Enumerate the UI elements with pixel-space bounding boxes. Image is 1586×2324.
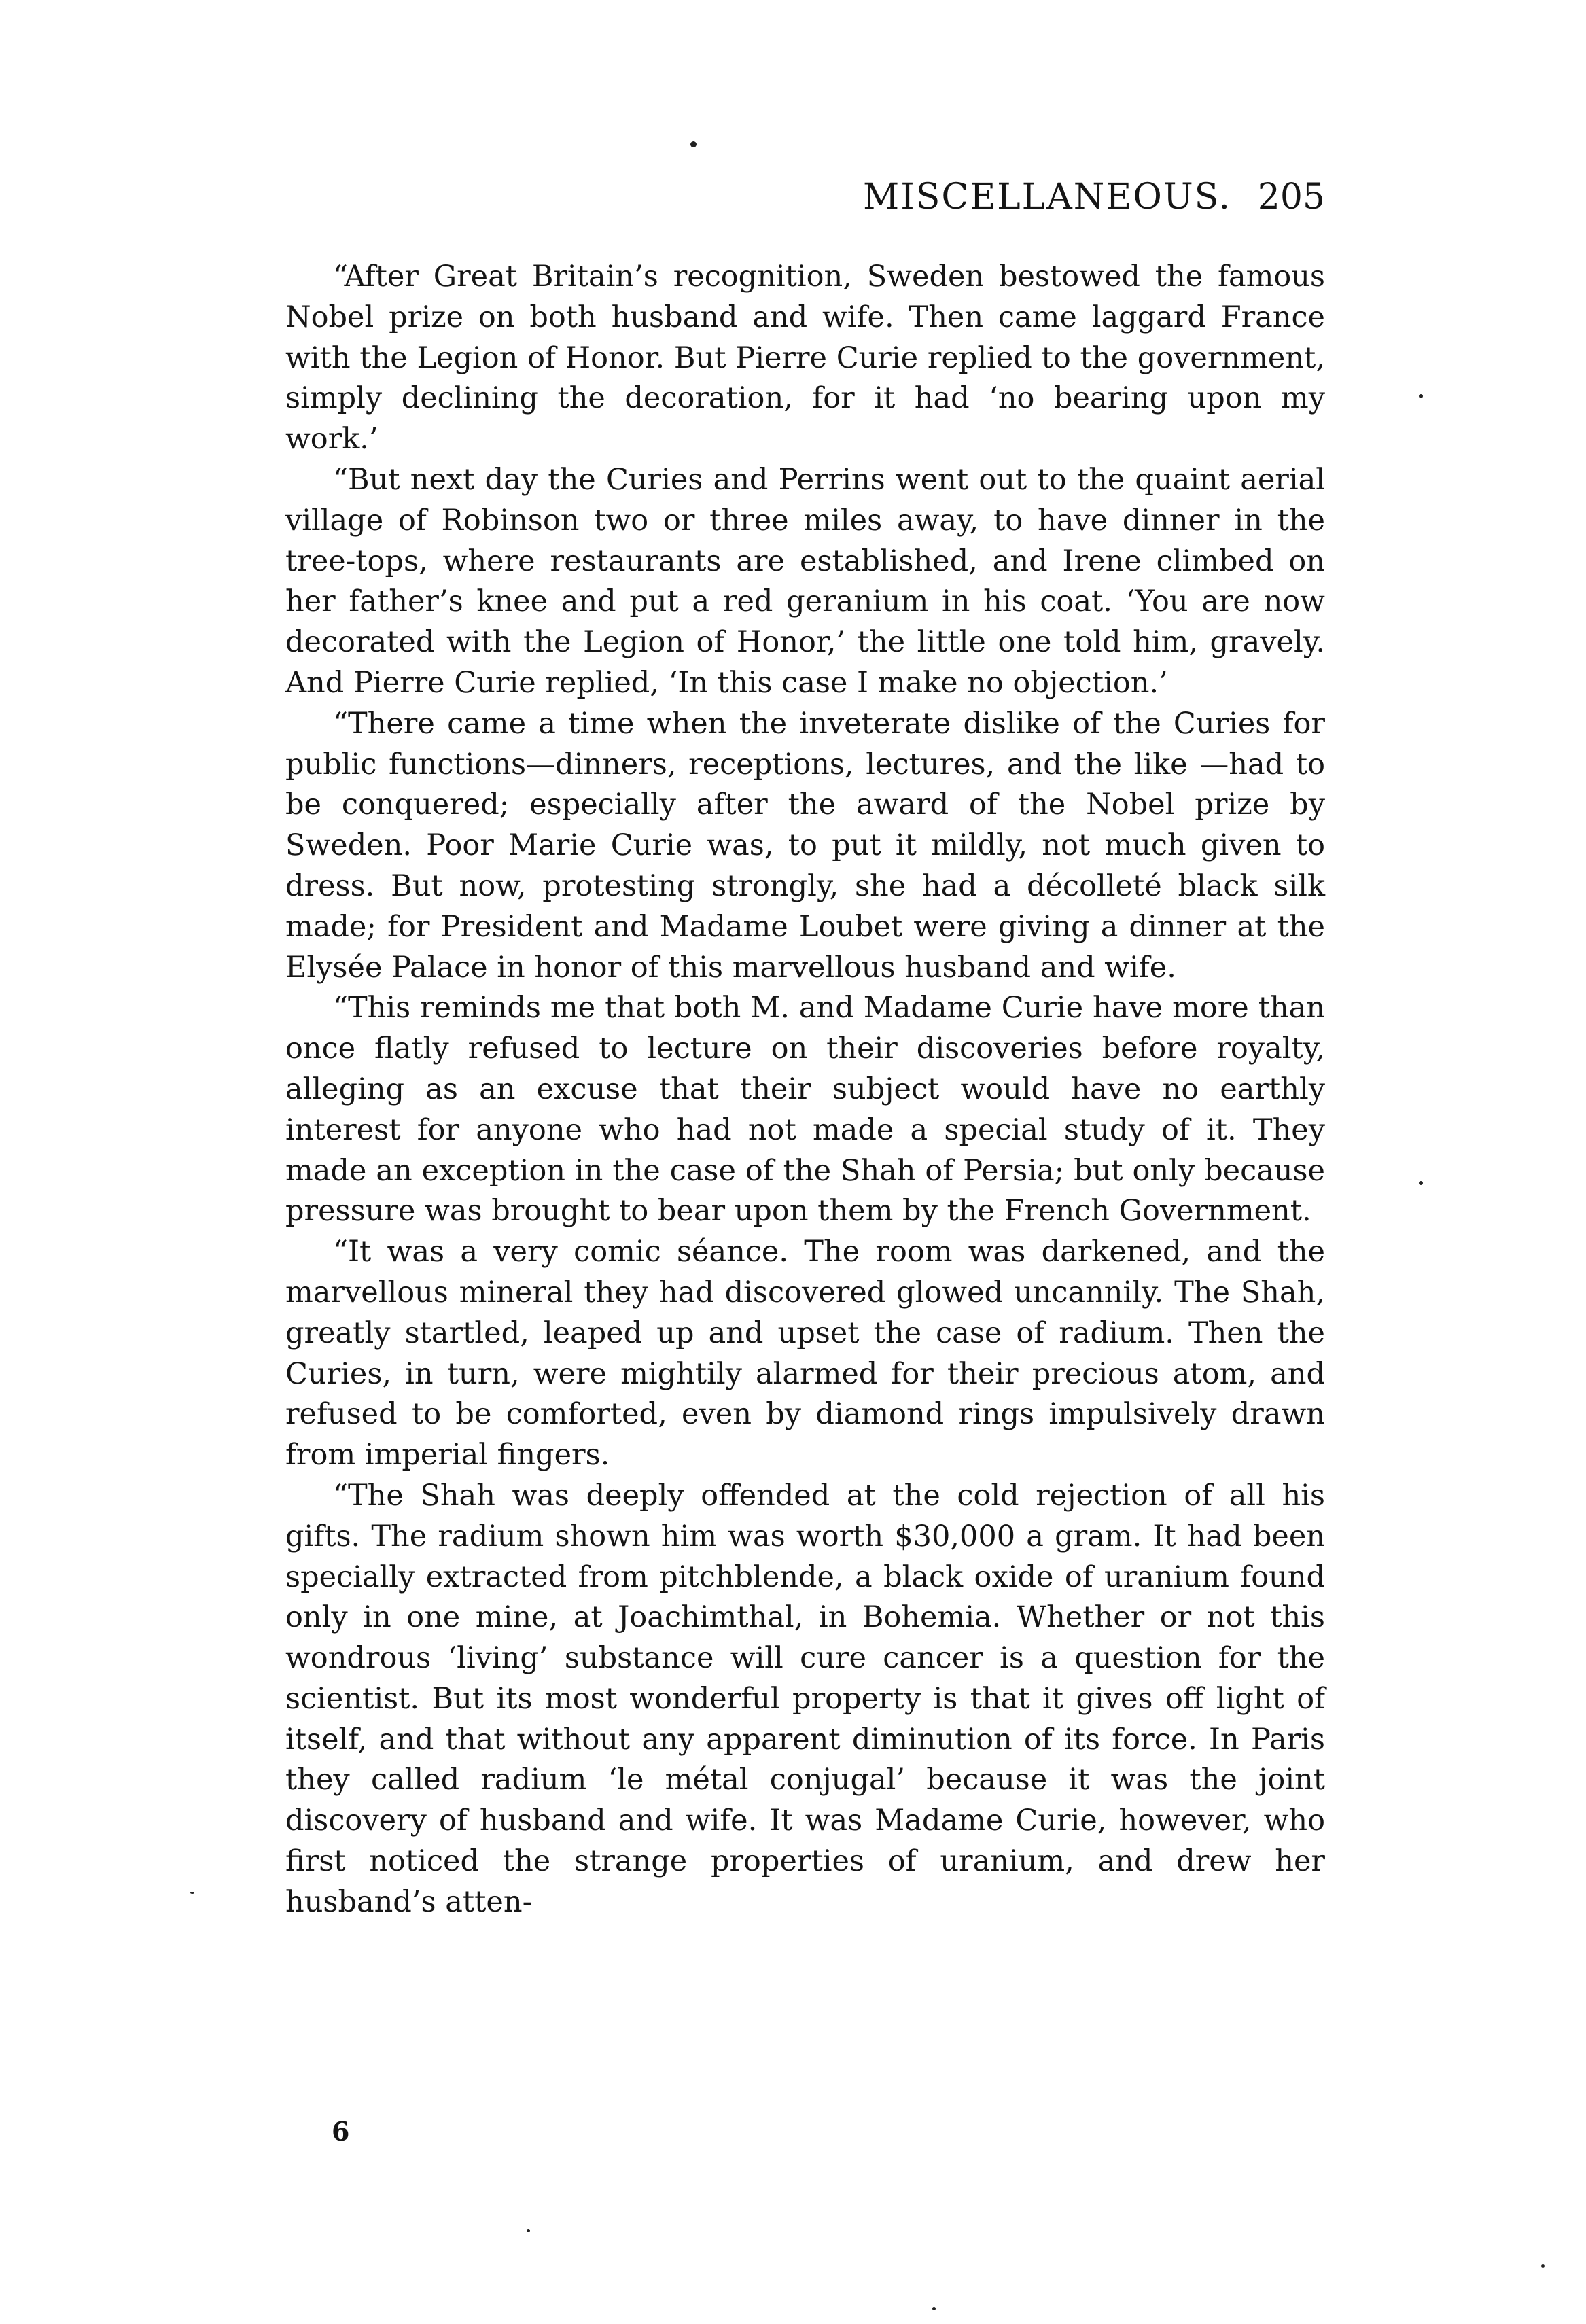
ink-speck (190, 1892, 194, 1894)
paragraph: “After Great Britain’s recognition, Sweden bestowed the famous Nobel prize on both husband and wife. Then came laggard France with the Legion of Honor. But Pierre Curie replied to the government, simply declining the decoration, for it had ‘no bearing upon my work.’ (285, 260, 1325, 457)
paragraph: “It was a very comic séance. The room was darkened, and the marvellous mineral they had discovered glowed uncannily. The Shah, greatly startled, leaped up and upset the case of radium. Then the Curies, in turn, were mightily alarmed for their precious atom, and refused to be comforted, even by diamond rings impulsively drawn from imperial fingers. (285, 1235, 1325, 1473)
ink-speck (690, 141, 697, 147)
paragraph: “But next day the Curies and Perrins went out to the quaint aerial village of Robinson two or three miles away, to have dinner in the tree-tops, where restaurants are established, and Irene climbed on her father’s knee and put a red geranium in his coat. ‘You are now decorated with the Legion of Honor,’ the little one told him, gravely. And Pierre Curie replied, ‘In this case I make no objection.’ (285, 462, 1325, 700)
ink-speck (527, 2229, 530, 2232)
paragraph: “There came a time when the inveterate dislike of the Curies for public functions—dinners, receptions, lectures, and the like —had to be conquered; especially after the award of the Nobel prize by Sweden. Poor Marie Curie was, to put it mildly, not much given to dress. But now, protesting strongly, she had a décolleté black silk made; for President and Madame Loubet were giving a dinner at the Elysée Palace in honor of this marvellous husband and wife. (285, 706, 1325, 985)
ink-speck (932, 2307, 936, 2310)
page-header (285, 170, 1325, 224)
ink-speck (1541, 2264, 1545, 2268)
ink-speck (1419, 394, 1423, 398)
signature-mark: 6 (332, 2116, 350, 2147)
running-head: MISCELLANEOUS. (863, 177, 1231, 217)
paragraph: “This reminds me that both M. and Madame Curie have more than once flatly refused to lecture on their discoveries before royalty, alleging as an excuse that their subject would have no earthly interest for anyone who had not made a special study of it. They made an exception in the case of the Shah of Persia; but only because pressure was brought to bear upon them by the French Government. (285, 991, 1325, 1229)
ink-speck (1419, 1181, 1423, 1185)
paragraph: “The Shah was deeply offended at the cold rejection of all his gifts. The radium shown him was worth $30,000 a gram. It had been specially extracted from pitchblende, a black oxide of uranium found only in one mine, at Joachimthal, in Bohemia. Whether or not this wondrous ‘living’ substance will cure cancer is a question for the scientist. But its most wonderful property is that it gives off light of itself, and that without any apparent diminution of its force. In Paris they called radium ‘le métal conjugal’ because it was the joint discovery of husband and wife. It was Madame Curie, however, who first noticed the strange properties of uranium, and drew her husband’s atten- (285, 1478, 1325, 1919)
body-text (285, 257, 1325, 1923)
page-number: 205 (1257, 177, 1325, 217)
